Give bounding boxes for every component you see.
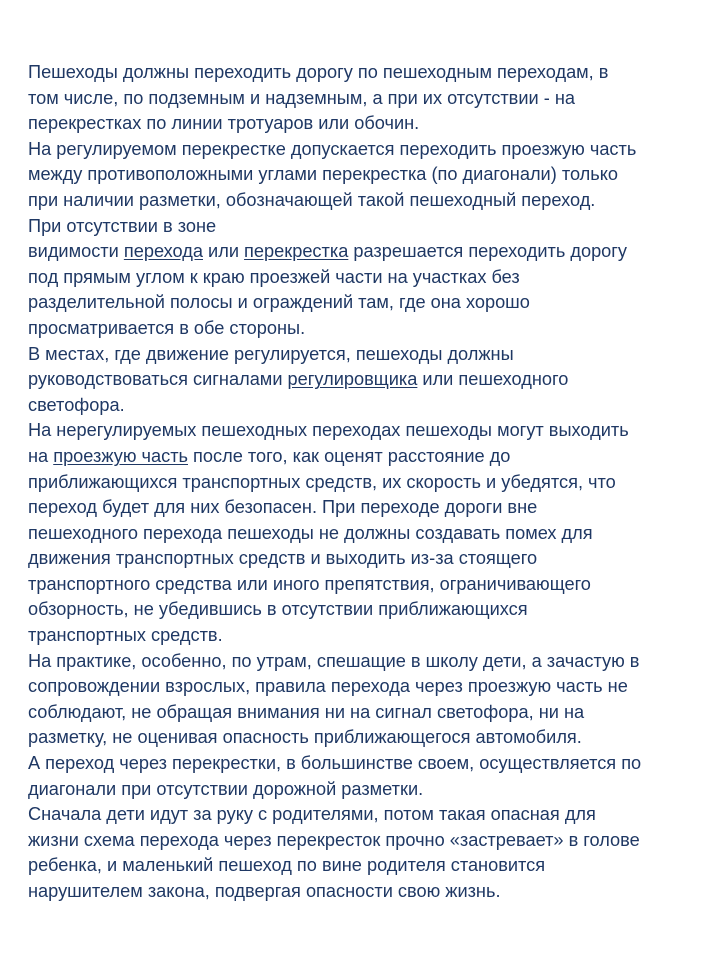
text-fragment: или пешеходного xyxy=(417,369,569,390)
text-line: транспортного средства или иного препятствия, ограничивающего xyxy=(28,573,591,594)
text-line xyxy=(28,444,698,470)
text-fragment: или xyxy=(203,241,245,262)
link-intersection[interactable]: перекрестка xyxy=(244,241,349,262)
text-line: При отсутствии в зоне xyxy=(28,215,217,236)
text-line: движения транспортных средств и выходить из-за стоящего xyxy=(28,548,538,569)
text-line: перекрестках по линии тротуаров или обочин. xyxy=(28,113,420,134)
text-line: между противоположными углами перекрестка (по диагонали) только xyxy=(28,164,619,185)
text-line: разметку, не оценивая опасность приближающегося автомобиля. xyxy=(28,727,582,748)
text-line: соблюдают, не обращая внимания ни на сигнал светофора, ни на xyxy=(28,701,585,722)
text-fragment: на xyxy=(28,445,54,466)
text-line: нарушителем закона, подвергая опасности свою жизнь. xyxy=(28,881,501,901)
text-line: том числе, по подземным и надземным, а при их отсутствии - на xyxy=(28,87,575,108)
link-roadway[interactable]: проезжую часть xyxy=(53,445,188,466)
text-line: В местах, где движение регулируется, пешеходы должны xyxy=(28,343,514,364)
text-line: А переход через перекрестки, в большинстве своем, осуществляется по xyxy=(28,753,642,774)
text-line: разделительной полосы и ограждений там, где она хорошо xyxy=(28,292,530,313)
text-fragment: видимости xyxy=(28,241,124,262)
text-line: На регулируемом перекрестке допускается переходить проезжую часть xyxy=(28,138,637,159)
text-fragment: разрешается переходить дорогу xyxy=(348,241,628,262)
text-line: при наличии разметки, обозначающей такой пешеходный переход. xyxy=(28,189,596,210)
text-line: транспортных средств. xyxy=(28,625,223,646)
text-line: На практике, особенно, по утрам, спешащие в школу дети, а зачастую в xyxy=(28,650,640,671)
text-fragment: руководствоваться сигналами xyxy=(28,369,288,390)
text-line: жизни схема перехода через перекресток прочно «застревает» в голове xyxy=(28,829,640,850)
text-line: Сначала дети идут за руку с родителями, потом такая опасная для xyxy=(28,804,596,825)
text-line: приближающихся транспортных средств, их скорость и убедятся, что xyxy=(28,471,616,492)
text-line: пешеходного перехода пешеходы не должны создавать помех для xyxy=(28,522,593,543)
link-traffic-controller[interactable]: регулировщика xyxy=(287,369,418,390)
text-line xyxy=(28,239,698,265)
text-line: сопровождении взрослых, правила перехода через проезжую часть не xyxy=(28,676,628,697)
text-line: диагонали при отсутствии дорожной разметки. xyxy=(28,778,424,799)
text-line: светофора. xyxy=(28,394,125,415)
text-line: просматривается в обе стороны. xyxy=(28,317,306,338)
text-fragment: после того, как оценят расстояние до xyxy=(188,445,511,466)
text-line: обзорность, не убедившись в отсутствии приближающихся xyxy=(28,599,528,620)
text-line: ребенка, и маленький пешеход по вине родителя становится xyxy=(28,855,546,876)
link-crossing[interactable]: перехода xyxy=(123,241,203,262)
text-line: переход будет для них безопасен. При переходе дороги вне xyxy=(28,497,538,518)
text-line: Пешеходы должны переходить дорогу по пешеходным переходам, в xyxy=(28,62,609,82)
text-line xyxy=(28,367,698,393)
text-line: На нерегулируемых пешеходных переходах пешеходы могут выходить xyxy=(28,420,629,441)
slide-text-body xyxy=(28,60,698,905)
text-line: под прямым углом к краю проезжей части на участках без xyxy=(28,266,520,287)
